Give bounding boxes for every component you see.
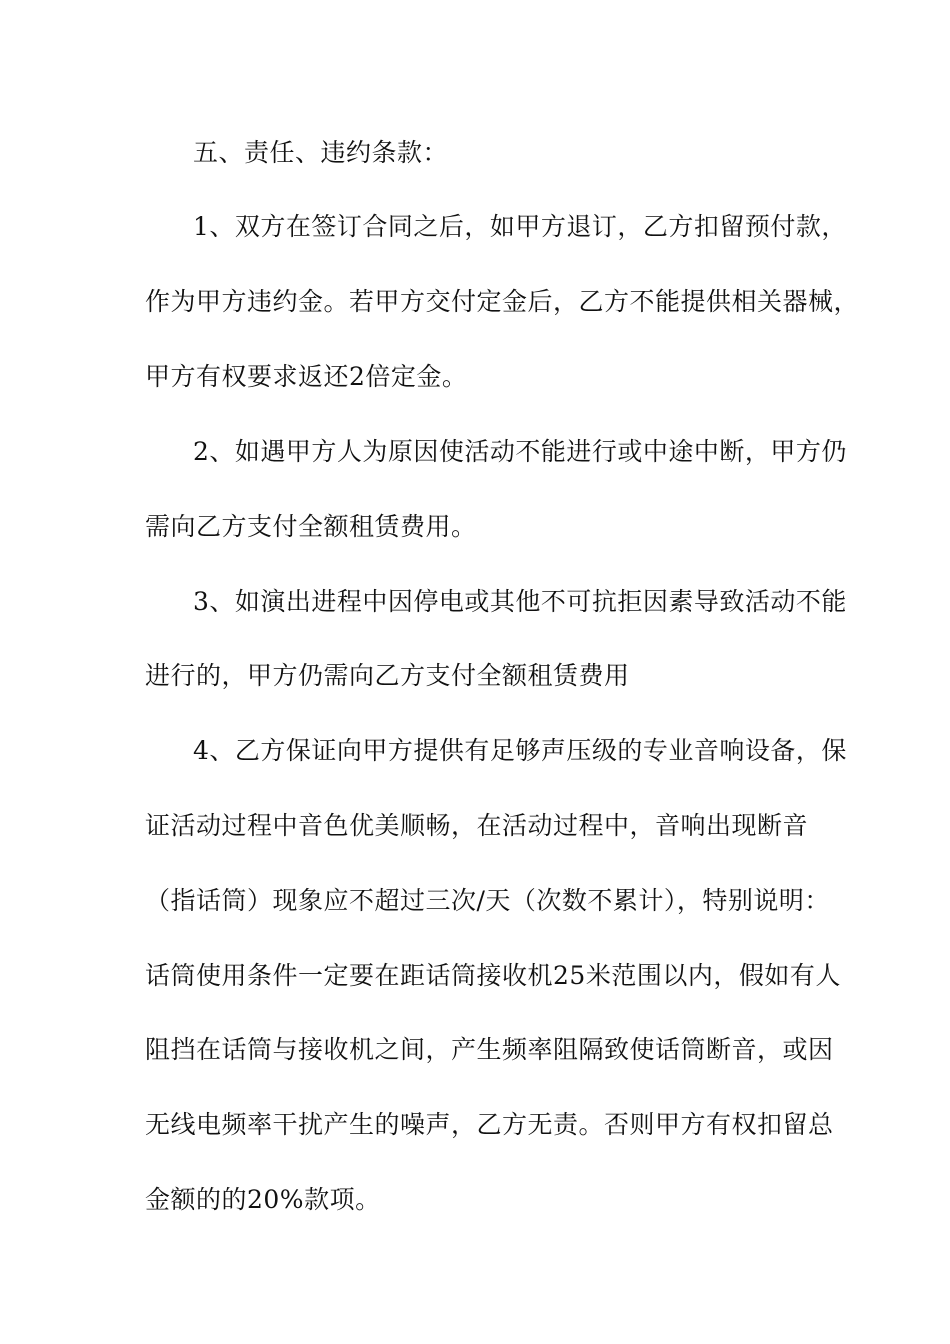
clause-4-line-6: 无线电频率干扰产生的噪声，乙方无责。否则甲方有权扣留总 [145,1110,834,1139]
section-heading: 五、责任、违约条款： [193,138,449,167]
clause-2-line-2: 需向乙方支付全额租赁费用。 [145,512,477,541]
clause-4-line-7: 金额的的20%款项。 [145,1185,381,1214]
clause-1-line-1: 1、双方在签订合同之后，如甲方退订，乙方扣留预付款， [193,212,847,241]
clause-4-line-3: （指话筒）现象应不超过三次/天（次数不累计），特别说明： [145,886,830,915]
clause-4-line-4: 话筒使用条件一定要在距话筒接收机25米范围以内，假如有人 [145,961,841,990]
clause-1-line-3: 甲方有权要求返还2倍定金。 [145,362,468,391]
clause-4-line-5: 阻挡在话筒与接收机之间，产生频率阻隔致使话筒断音，或因 [145,1035,834,1064]
clause-3-line-1: 3、如演出进程中因停电或其他不可抗拒因素导致活动不能 [193,587,847,616]
clause-2-line-1: 2、如遇甲方人为原因使活动不能进行或中途中断，甲方仍 [193,437,847,466]
clause-4-line-2: 证活动过程中音色优美顺畅，在活动过程中，音响出现断音 [145,811,809,840]
clause-3-line-2: 进行的，甲方仍需向乙方支付全额租赁费用 [145,661,630,690]
clause-4-line-1: 4、乙方保证向甲方提供有足够声压级的专业音响设备，保 [193,736,847,765]
clause-1-line-2: 作为甲方违约金。若甲方交付定金后，乙方不能提供相关器械， [145,287,860,316]
